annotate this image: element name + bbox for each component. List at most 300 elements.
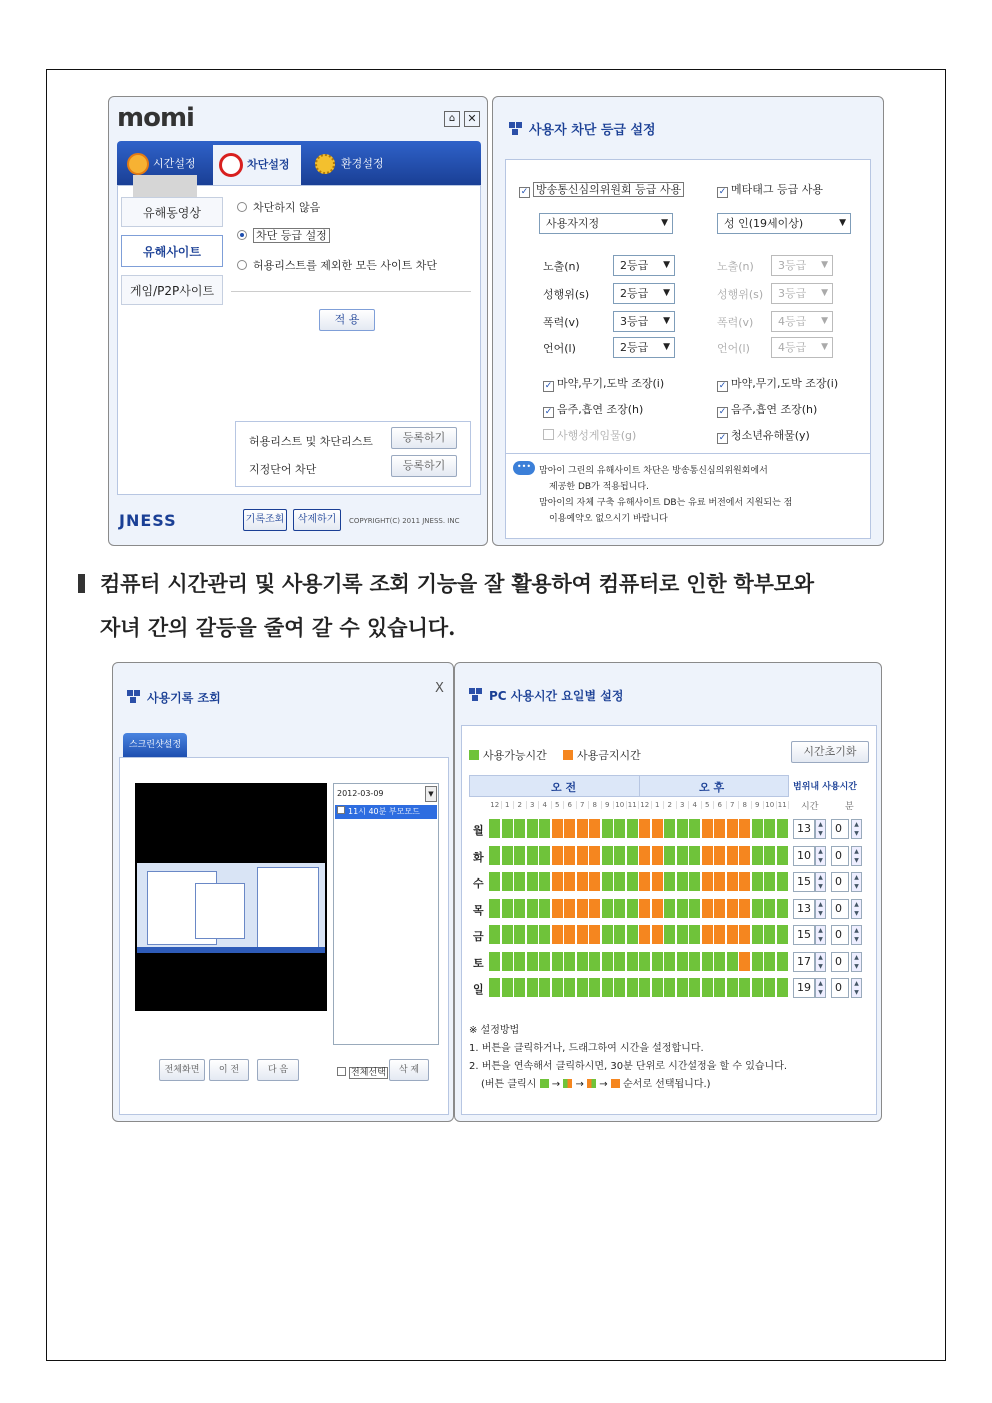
- time-cell[interactable]: [589, 952, 600, 971]
- time-cell[interactable]: [527, 899, 538, 918]
- grade-row-select[interactable]: [613, 283, 675, 304]
- time-cell[interactable]: [752, 952, 763, 971]
- use-hour-input[interactable]: [793, 925, 815, 945]
- time-cell[interactable]: [677, 978, 688, 997]
- radio-grade[interactable]: [237, 227, 330, 243]
- time-cell[interactable]: [589, 899, 600, 918]
- use-min-value: 0: [835, 981, 842, 994]
- time-cell[interactable]: [652, 819, 663, 838]
- time-cell[interactable]: [664, 819, 675, 838]
- time-cell[interactable]: [552, 819, 563, 838]
- date-list-box: [333, 783, 439, 1045]
- note-line-1: 맘아이 그린의 유해사이트 차단은 방송통신심의위원회에서: [539, 466, 768, 476]
- time-cell[interactable]: [552, 846, 563, 865]
- time-cell[interactable]: [514, 872, 525, 891]
- time-cell[interactable]: [614, 952, 625, 971]
- hour-tick: 4: [539, 801, 552, 809]
- time-cell[interactable]: [764, 872, 775, 891]
- time-cell[interactable]: [689, 899, 700, 918]
- time-cell[interactable]: [589, 872, 600, 891]
- time-cell[interactable]: [677, 846, 688, 865]
- grade-row-select-meta: [771, 311, 833, 332]
- prev-button[interactable]: 이 전: [209, 1059, 249, 1081]
- chk-alcohol-1[interactable]: [543, 401, 643, 418]
- time-cell[interactable]: [714, 952, 725, 971]
- chk-drug-1[interactable]: [543, 375, 664, 392]
- use-min-input[interactable]: [831, 978, 849, 998]
- legend-ok: [469, 747, 547, 763]
- time-cell[interactable]: [689, 819, 700, 838]
- hour-stepper[interactable]: ▲ ▼: [815, 925, 826, 945]
- chk-alcohol-2[interactable]: [717, 401, 817, 418]
- time-cell[interactable]: [752, 978, 763, 997]
- use-min-value: 0: [835, 954, 842, 968]
- time-cell[interactable]: [564, 899, 575, 918]
- time-cell[interactable]: [689, 978, 700, 997]
- method-line-3a: (버튼 클릭시: [481, 1079, 537, 1090]
- hour-tick: 2: [664, 801, 677, 809]
- time-cell[interactable]: [564, 925, 575, 944]
- time-cell[interactable]: [702, 819, 713, 838]
- time-cell[interactable]: [552, 952, 563, 971]
- time-cell[interactable]: [577, 952, 588, 971]
- time-cell[interactable]: [714, 925, 725, 944]
- hour-tick: 3: [527, 801, 540, 809]
- log-button[interactable]: 기록조회: [243, 509, 287, 531]
- window-icon: [509, 122, 523, 136]
- time-cell[interactable]: [777, 899, 788, 918]
- block-icon: [219, 153, 243, 177]
- hour-tick: 4: [689, 801, 702, 809]
- time-cell[interactable]: [664, 899, 675, 918]
- time-cell[interactable]: [652, 925, 663, 944]
- hour-stepper[interactable]: ▲ ▼: [815, 846, 826, 866]
- time-cell[interactable]: [589, 846, 600, 865]
- time-cell[interactable]: [539, 846, 550, 865]
- time-cell[interactable]: [514, 925, 525, 944]
- use-hour-input[interactable]: [793, 846, 815, 866]
- use-min-input[interactable]: [831, 899, 849, 919]
- time-cell[interactable]: [614, 978, 625, 997]
- time-cell[interactable]: [589, 819, 600, 838]
- time-cell[interactable]: [502, 819, 513, 838]
- time-cell[interactable]: [539, 925, 550, 944]
- time-cell[interactable]: [739, 978, 750, 997]
- time-cell[interactable]: [739, 846, 750, 865]
- use-min-input[interactable]: [831, 925, 849, 945]
- tab-env[interactable]: [309, 149, 399, 179]
- time-cell[interactable]: [727, 925, 738, 944]
- time-cell[interactable]: [702, 899, 713, 918]
- time-cell[interactable]: [664, 925, 675, 944]
- time-cell[interactable]: [514, 819, 525, 838]
- time-cell[interactable]: [577, 978, 588, 997]
- time-cell[interactable]: [702, 925, 713, 944]
- time-cell[interactable]: [639, 872, 650, 891]
- time-cell[interactable]: [764, 952, 775, 971]
- time-cell[interactable]: [627, 925, 638, 944]
- time-cell[interactable]: [739, 819, 750, 838]
- time-cell[interactable]: [602, 846, 613, 865]
- time-cell[interactable]: [664, 978, 675, 997]
- legend-no-label: 사용금지시간: [577, 749, 641, 762]
- time-cell[interactable]: [527, 819, 538, 838]
- use-min-value: 0: [835, 822, 842, 835]
- time-cell[interactable]: [502, 899, 513, 918]
- hour-tick: 5: [702, 801, 715, 809]
- time-cell[interactable]: [614, 872, 625, 891]
- use-hour-value: 19: [797, 981, 811, 994]
- date-select[interactable]: [335, 785, 437, 803]
- use-hour-value: 13: [797, 822, 811, 835]
- time-cell[interactable]: [727, 899, 738, 918]
- time-cell[interactable]: [539, 899, 550, 918]
- time-cell[interactable]: [739, 925, 750, 944]
- use-hour-value: 13: [797, 901, 811, 915]
- time-cell[interactable]: [664, 846, 675, 865]
- time-cell[interactable]: [577, 819, 588, 838]
- momi-window: [108, 96, 488, 546]
- speech-icon: •••: [513, 461, 535, 475]
- time-cell[interactable]: [489, 925, 500, 944]
- am-label: 오 전: [551, 781, 577, 794]
- grade-row-select[interactable]: [613, 311, 675, 332]
- apply-button[interactable]: 적 용: [319, 309, 375, 331]
- time-cell[interactable]: [527, 952, 538, 971]
- time-cell[interactable]: [764, 925, 775, 944]
- time-cell[interactable]: [614, 819, 625, 838]
- method-line-1: 1. 버튼을 클릭하거나, 드래그하여 시간을 설정합니다.: [469, 1043, 704, 1054]
- side-item-video[interactable]: 유해동영상: [121, 197, 223, 227]
- time-cell[interactable]: [752, 925, 763, 944]
- min-stepper[interactable]: ▲ ▼: [851, 872, 862, 892]
- tab-time-label: 시간설정: [153, 157, 196, 170]
- register-button-list[interactable]: 등록하기: [391, 427, 457, 449]
- time-cell[interactable]: [552, 978, 563, 997]
- fullscreen-button[interactable]: 전체화면: [159, 1059, 205, 1081]
- use-hour-input[interactable]: [793, 819, 815, 839]
- time-cell[interactable]: [602, 872, 613, 891]
- time-cell[interactable]: [627, 899, 638, 918]
- time-cell[interactable]: [739, 952, 750, 971]
- use-hour-input[interactable]: [793, 872, 815, 892]
- time-cell[interactable]: [714, 899, 725, 918]
- min-stepper[interactable]: ▲ ▼: [851, 952, 862, 972]
- time-cell[interactable]: [727, 846, 738, 865]
- hour-tick: 1: [652, 801, 665, 809]
- time-cell[interactable]: [639, 952, 650, 971]
- use-min-input[interactable]: [831, 952, 849, 972]
- chevron-down-icon: ▼: [663, 260, 670, 270]
- time-cell[interactable]: [539, 819, 550, 838]
- time-cell[interactable]: [677, 952, 688, 971]
- time-cell[interactable]: [502, 952, 513, 971]
- hour-tick: 11: [777, 801, 790, 809]
- time-cell[interactable]: [589, 925, 600, 944]
- day-label: 화: [473, 850, 484, 864]
- time-cell[interactable]: [527, 846, 538, 865]
- side-item-site[interactable]: 유해사이트: [121, 235, 223, 267]
- min-stepper[interactable]: ▲ ▼: [851, 846, 862, 866]
- register-button-word[interactable]: 등록하기: [391, 455, 457, 477]
- grade-row-label: 언어(l): [543, 342, 576, 355]
- use-hour-input[interactable]: [793, 952, 815, 972]
- min-stepper[interactable]: ▲ ▼: [851, 978, 862, 998]
- grade-row-value: 2등급: [620, 287, 649, 300]
- select-user[interactable]: [539, 213, 673, 234]
- time-cell[interactable]: [602, 952, 613, 971]
- time-cell[interactable]: [714, 872, 725, 891]
- time-cell[interactable]: [739, 872, 750, 891]
- time-cell[interactable]: [627, 952, 638, 971]
- time-cell[interactable]: [627, 978, 638, 997]
- clock-icon: [127, 153, 149, 175]
- reset-time-button[interactable]: 시간초기화: [791, 741, 869, 763]
- time-cell[interactable]: [677, 925, 688, 944]
- time-cell[interactable]: [639, 925, 650, 944]
- time-cell[interactable]: [514, 952, 525, 971]
- time-cell[interactable]: [639, 819, 650, 838]
- chk-kcsc[interactable]: [519, 181, 684, 198]
- time-cell[interactable]: [527, 978, 538, 997]
- method-title: ※ 설정방법: [469, 1025, 520, 1036]
- hour-tick: 9: [752, 801, 765, 809]
- time-cell[interactable]: [689, 846, 700, 865]
- time-cell[interactable]: [489, 872, 500, 891]
- time-cell[interactable]: [627, 872, 638, 891]
- day-label: 수: [473, 877, 484, 890]
- time-cell[interactable]: [577, 846, 588, 865]
- time-cell[interactable]: [752, 872, 763, 891]
- time-cell[interactable]: [577, 872, 588, 891]
- grade-row-value: 2등급: [620, 259, 649, 272]
- day-label: 목: [473, 903, 484, 917]
- time-cell[interactable]: [602, 819, 613, 838]
- chk-gamble[interactable]: [543, 427, 636, 443]
- time-cell[interactable]: [727, 952, 738, 971]
- time-cell[interactable]: [777, 846, 788, 865]
- use-hour-input[interactable]: [793, 978, 815, 998]
- log-close-icon[interactable]: X: [435, 681, 444, 696]
- close-icon[interactable]: ✕: [464, 111, 480, 127]
- tab-screenshot[interactable]: 스크린샷설정: [123, 733, 187, 757]
- screenshot-thumb: [137, 863, 325, 953]
- chevron-down-icon: ▼: [821, 342, 828, 352]
- time-cell[interactable]: [664, 872, 675, 891]
- pm-label: 오 후: [699, 781, 725, 794]
- time-cell[interactable]: [702, 978, 713, 997]
- time-cell[interactable]: [739, 899, 750, 918]
- time-cell[interactable]: [539, 952, 550, 971]
- grade-row-label: 성행위(s): [543, 288, 590, 301]
- grade-row-select-meta: [771, 337, 833, 358]
- time-cell[interactable]: [639, 846, 650, 865]
- time-cell[interactable]: [564, 819, 575, 838]
- side-item-game[interactable]: 게임/P2P사이트: [121, 275, 223, 305]
- time-cell[interactable]: [539, 872, 550, 891]
- time-cell[interactable]: [689, 872, 700, 891]
- time-cell[interactable]: [577, 899, 588, 918]
- time-cell[interactable]: [752, 846, 763, 865]
- grade-row-select-meta: [771, 283, 833, 304]
- time-cell[interactable]: [752, 899, 763, 918]
- time-cell[interactable]: [564, 952, 575, 971]
- time-cell[interactable]: [677, 819, 688, 838]
- time-cell[interactable]: [502, 846, 513, 865]
- hour-tick: 7: [727, 801, 740, 809]
- use-min-input[interactable]: [831, 819, 849, 839]
- time-cell[interactable]: [764, 978, 775, 997]
- time-cell[interactable]: [577, 925, 588, 944]
- time-cell[interactable]: [677, 872, 688, 891]
- next-button[interactable]: 다 음: [257, 1059, 299, 1081]
- time-cell[interactable]: [514, 846, 525, 865]
- time-cell[interactable]: [489, 819, 500, 838]
- time-cell[interactable]: [777, 872, 788, 891]
- radio-no-block[interactable]: [237, 199, 320, 215]
- time-cell[interactable]: [489, 899, 500, 918]
- window-icon: [127, 690, 141, 704]
- time-cell[interactable]: [652, 978, 663, 997]
- use-min-value: 0: [835, 848, 842, 862]
- time-cell[interactable]: [764, 846, 775, 865]
- checkbox-icon: ✓: [718, 381, 727, 391]
- time-cell[interactable]: [702, 952, 713, 971]
- grade-row-label-meta: 언어(l): [717, 342, 750, 355]
- time-cell[interactable]: [639, 899, 650, 918]
- method-line-3: (버튼 클릭시 → → → 순서로 선택됩니다.): [481, 1079, 711, 1090]
- time-cell[interactable]: [564, 846, 575, 865]
- select-adult[interactable]: [717, 213, 851, 234]
- chevron-down-icon: ▼: [821, 288, 828, 298]
- desc-line-2: 자녀 간의 갈등을 줄여 갈 수 있습니다.: [100, 615, 456, 640]
- use-hour-input[interactable]: [793, 899, 815, 919]
- time-cell[interactable]: [702, 872, 713, 891]
- time-cell[interactable]: [502, 925, 513, 944]
- radio-all-block[interactable]: [237, 257, 437, 273]
- time-cell[interactable]: [652, 952, 663, 971]
- time-cell[interactable]: [614, 846, 625, 865]
- hour-stepper[interactable]: ▲ ▼: [815, 978, 826, 998]
- time-cell[interactable]: [614, 899, 625, 918]
- grade-row-value: 2등급: [620, 341, 649, 354]
- time-cell[interactable]: [564, 872, 575, 891]
- time-cell[interactable]: [527, 925, 538, 944]
- time-cell[interactable]: [639, 978, 650, 997]
- grade-row-value: 3등급: [620, 315, 649, 328]
- min-stepper[interactable]: ▲ ▼: [851, 899, 862, 919]
- time-cell[interactable]: [727, 978, 738, 997]
- hour-stepper[interactable]: ▲ ▼: [815, 952, 826, 972]
- time-cell[interactable]: [714, 846, 725, 865]
- time-cell[interactable]: [727, 872, 738, 891]
- time-cell[interactable]: [664, 952, 675, 971]
- use-min-input[interactable]: [831, 872, 849, 892]
- delete-log-button[interactable]: 삭제하기: [293, 509, 341, 531]
- time-cell[interactable]: [764, 899, 775, 918]
- time-cell[interactable]: [627, 846, 638, 865]
- radio-grade-label: 차단 등급 설정: [253, 228, 330, 243]
- delete-button[interactable]: 삭 제: [389, 1059, 429, 1081]
- min-stepper[interactable]: ▲ ▼: [851, 819, 862, 839]
- time-cell[interactable]: [552, 925, 563, 944]
- time-cell[interactable]: [514, 899, 525, 918]
- time-cell[interactable]: [502, 872, 513, 891]
- time-cell[interactable]: [652, 872, 663, 891]
- time-cell[interactable]: [602, 899, 613, 918]
- time-cell[interactable]: [714, 978, 725, 997]
- time-cell[interactable]: [652, 899, 663, 918]
- time-cell[interactable]: [727, 819, 738, 838]
- time-cell[interactable]: [602, 925, 613, 944]
- ampm-band: [469, 775, 789, 797]
- time-cell[interactable]: [702, 846, 713, 865]
- chk-youth[interactable]: [717, 427, 810, 444]
- time-cell[interactable]: [689, 925, 700, 944]
- select-all[interactable]: [337, 1065, 388, 1078]
- chk-drug-2-label: 마약,무기,도박 조장(i): [731, 377, 839, 390]
- pc-time-window: [454, 662, 882, 1122]
- grade-row-select[interactable]: [613, 337, 675, 358]
- time-cell[interactable]: [677, 899, 688, 918]
- time-cell[interactable]: [514, 978, 525, 997]
- time-cell[interactable]: [539, 978, 550, 997]
- log-item-label: 11시 40분 부모모드: [348, 807, 420, 816]
- chk-drug-2[interactable]: [717, 375, 838, 392]
- home-icon[interactable]: ⌂: [444, 111, 460, 127]
- time-cell[interactable]: [564, 978, 575, 997]
- time-cell[interactable]: [614, 925, 625, 944]
- time-cell[interactable]: [777, 819, 788, 838]
- chk-meta[interactable]: [717, 181, 823, 198]
- time-cell[interactable]: [652, 846, 663, 865]
- time-cell[interactable]: [552, 872, 563, 891]
- time-cell[interactable]: [777, 978, 788, 997]
- hour-stepper[interactable]: ▲ ▼: [815, 872, 826, 892]
- pc-title: [469, 687, 623, 704]
- time-cell[interactable]: [489, 952, 500, 971]
- method-line-3b: 순서로 선택됩니다.): [623, 1079, 711, 1090]
- time-cell[interactable]: [714, 819, 725, 838]
- time-cell[interactable]: [489, 978, 500, 997]
- hour-stepper[interactable]: ▲ ▼: [815, 819, 826, 839]
- note-line-2: 제공한 DB가 적용됩니다.: [549, 482, 649, 492]
- grade-row-select[interactable]: [613, 255, 675, 276]
- use-min-input[interactable]: [831, 846, 849, 866]
- time-cell[interactable]: [764, 819, 775, 838]
- time-cell[interactable]: [752, 819, 763, 838]
- log-item[interactable]: [335, 805, 437, 819]
- min-stepper[interactable]: ▲ ▼: [851, 925, 862, 945]
- time-cell[interactable]: [602, 978, 613, 997]
- time-cell[interactable]: [689, 952, 700, 971]
- hour-stepper[interactable]: ▲ ▼: [815, 899, 826, 919]
- momi-logo: momi: [117, 103, 194, 133]
- half-swatch-b: [587, 1079, 596, 1088]
- time-cell[interactable]: [502, 978, 513, 997]
- time-cell[interactable]: [589, 978, 600, 997]
- time-cell[interactable]: [489, 846, 500, 865]
- brand-logo: JNESS: [119, 511, 177, 530]
- time-cell[interactable]: [777, 925, 788, 944]
- time-cell[interactable]: [552, 899, 563, 918]
- thumb-window-c: [257, 867, 319, 949]
- time-cell[interactable]: [777, 952, 788, 971]
- tab-block[interactable]: [213, 145, 301, 185]
- chk-meta-label: 메타태그 등급 사용: [731, 183, 824, 196]
- time-cell[interactable]: [627, 819, 638, 838]
- time-cell[interactable]: [527, 872, 538, 891]
